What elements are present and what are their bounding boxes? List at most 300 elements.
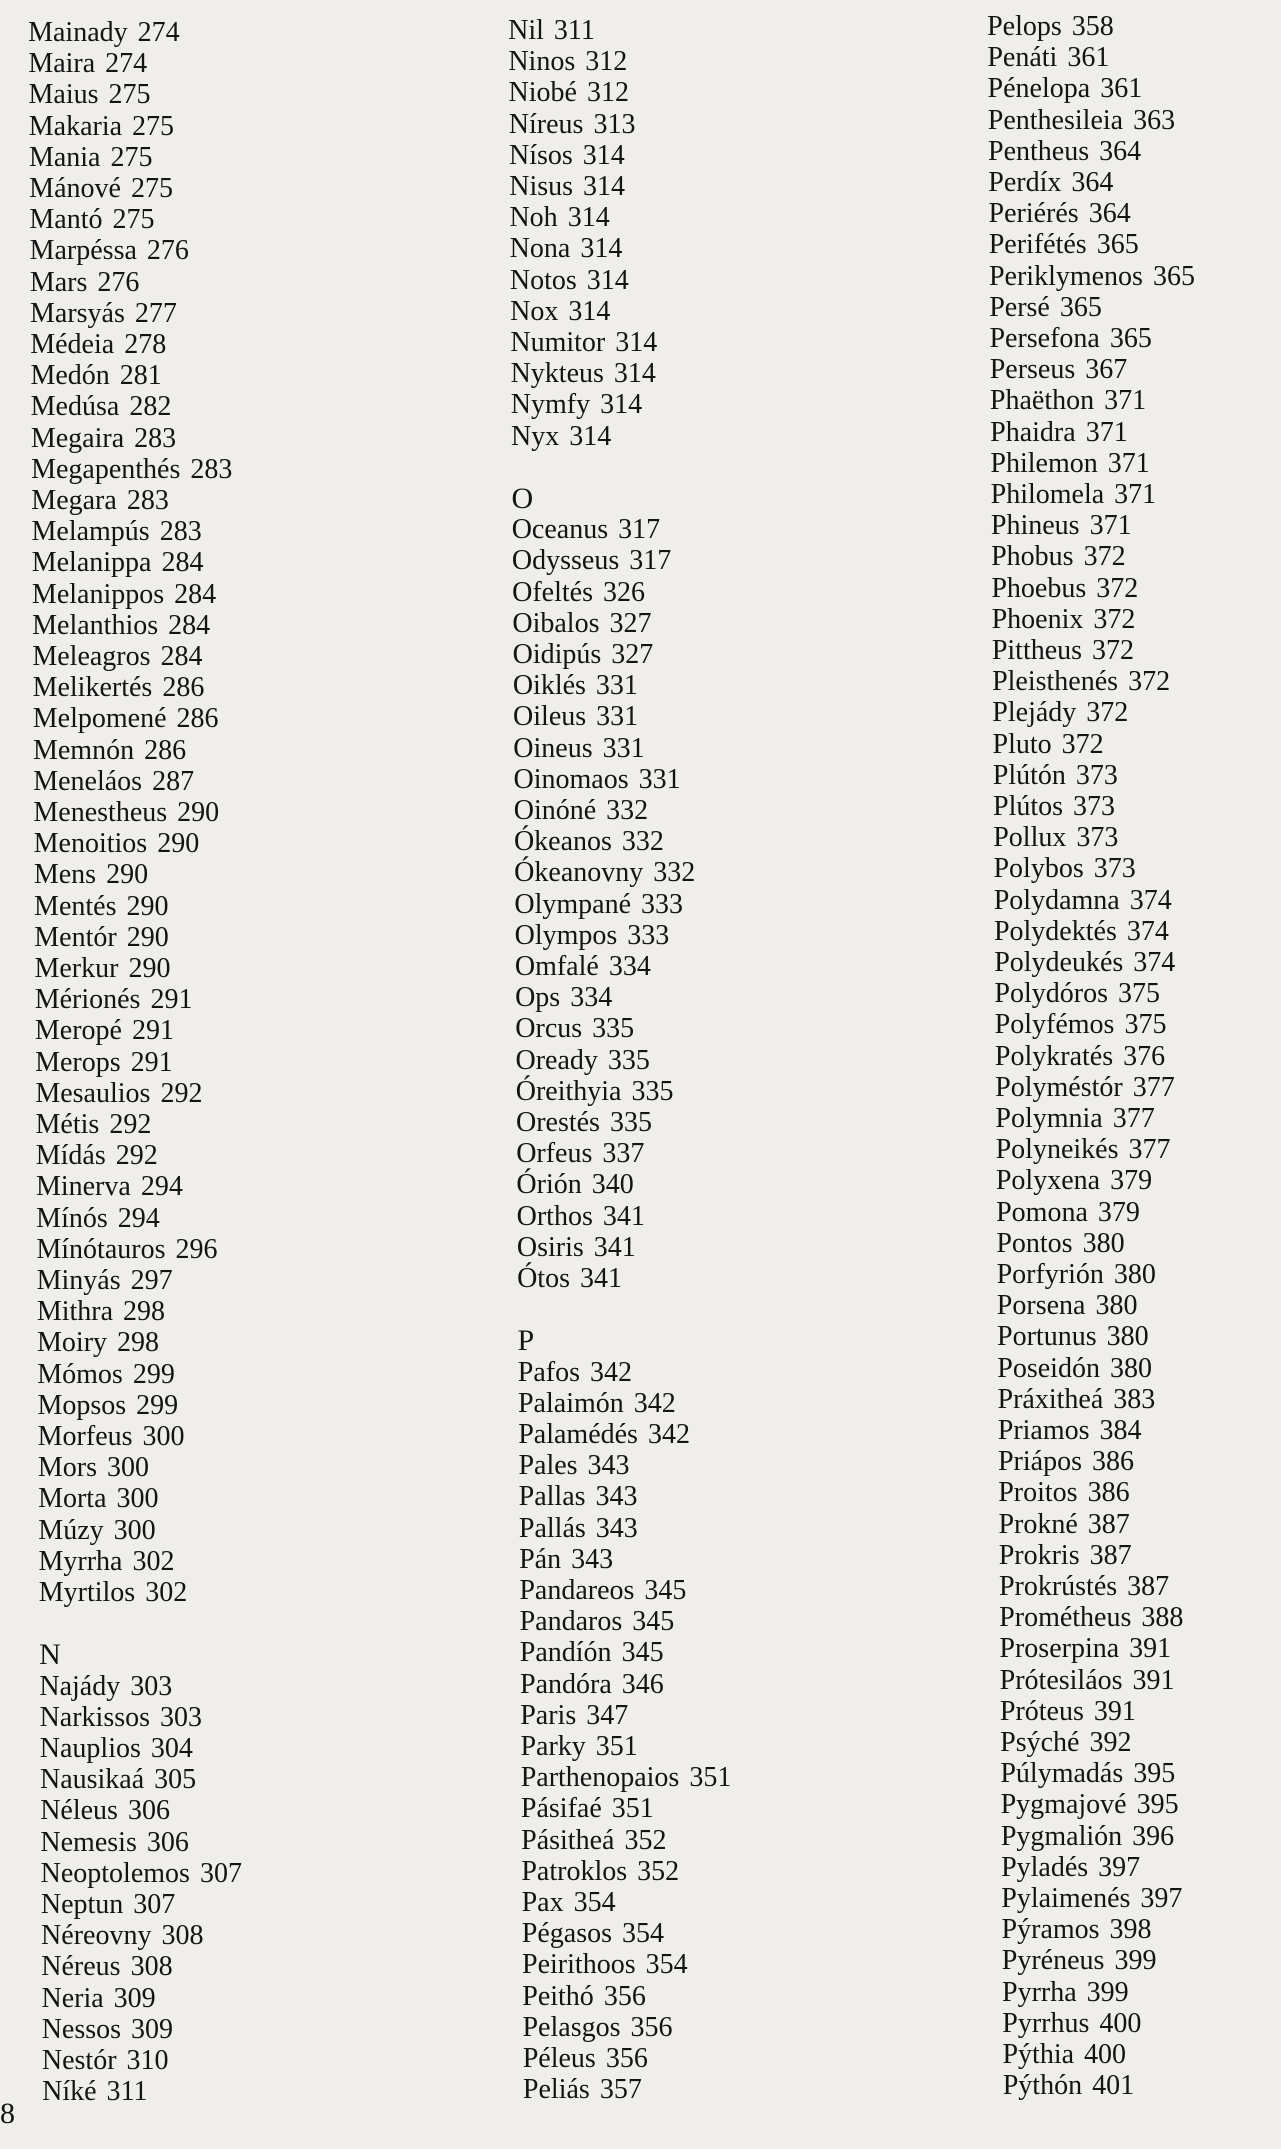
entry-name: Mens (33, 859, 97, 891)
entry-name: Pygmalión (1000, 1820, 1123, 1852)
index-entry (992, 604, 1136, 635)
index-entry (509, 171, 625, 202)
index-entry (32, 641, 202, 672)
index-entry (33, 735, 186, 766)
index-entry (31, 485, 169, 516)
entry-page-number: 302 (145, 1577, 188, 1608)
index-entry (35, 984, 193, 1015)
entry-name: Narkissos (39, 1701, 151, 1733)
entry-name: Maius (28, 79, 99, 111)
index-entry (1001, 1883, 1182, 1914)
entry-name: Meropé (34, 1015, 122, 1047)
entry-name: Nyx (511, 420, 560, 452)
entry-name: Mánové (29, 173, 121, 204)
entry-name: Nessos (41, 2013, 122, 2045)
index-entry (987, 42, 1109, 73)
index-entry (520, 1606, 675, 1637)
entry-name: Órión (516, 1169, 582, 1201)
entry-page-number: 341 (579, 1263, 622, 1294)
entry-page-number: 365 (1152, 260, 1195, 292)
entry-name: Minerva (35, 1171, 131, 1203)
index-entry (522, 1981, 646, 2012)
index-entry (513, 701, 638, 732)
entry-name: Penthesileia (987, 104, 1124, 136)
entry-page-number: 345 (644, 1575, 687, 1606)
index-entry (30, 235, 189, 266)
index-entry (29, 173, 173, 204)
entry-page-number: 290 (177, 797, 220, 828)
entry-page-number: 364 (1071, 167, 1114, 198)
index-entry (37, 1390, 178, 1421)
entry-name: Métis (35, 1109, 100, 1140)
entry-page-number: 314 (600, 389, 643, 421)
entry-page-number: 300 (106, 1452, 149, 1484)
entry-name: Mors (37, 1452, 97, 1484)
entry-page-number: 356 (603, 1980, 646, 2012)
section-letter-heading: N (39, 1638, 61, 1672)
entry-page-number: 376 (1123, 1040, 1166, 1072)
index-entry (29, 79, 151, 110)
entry-name: Pýramos (1001, 1914, 1100, 1946)
entry-name: Óreithyia (515, 1075, 622, 1107)
index-entry (998, 1446, 1134, 1477)
entry-name: Paris (520, 1699, 577, 1731)
entry-name: Philemon (990, 447, 1098, 479)
index-entry (996, 1228, 1124, 1259)
entry-page-number: 397 (1098, 1851, 1141, 1883)
entry-page-number: 341 (602, 1200, 645, 1232)
index-entry (36, 1140, 158, 1171)
index-entry (991, 573, 1138, 604)
entry-name: Pyrrhus (1002, 2007, 1090, 2039)
index-entry (35, 1078, 202, 1109)
index-entry (39, 1671, 172, 1702)
entry-page-number: 354 (573, 1887, 616, 1918)
entry-page-number: 332 (653, 857, 696, 889)
index-entry (997, 1321, 1149, 1352)
entry-page-number: 364 (1088, 198, 1131, 230)
entry-page-number: 331 (638, 763, 681, 795)
entry-name: Oineus (513, 732, 593, 764)
entry-name: Perseus (989, 354, 1076, 386)
entry-name: Prótesiláos (999, 1664, 1123, 1696)
entry-page-number: 337 (602, 1138, 645, 1170)
entry-page-number: 396 (1132, 1820, 1175, 1852)
entry-page-number: 383 (1113, 1383, 1156, 1415)
entry-page-number: 326 (603, 576, 645, 608)
entry-name: Pandaros (519, 1606, 623, 1638)
entry-page-number: 286 (162, 672, 205, 704)
index-entry (33, 703, 219, 734)
entry-page-number: 356 (630, 2011, 673, 2043)
entry-name: Proitos (998, 1477, 1078, 1509)
index-entry (510, 296, 610, 327)
index-entry (34, 828, 200, 859)
entry-name: Porsena (996, 1290, 1086, 1322)
index-entry (33, 672, 205, 703)
entry-name: Pyréneus (1001, 1945, 1105, 1977)
entry-name: Mars (29, 266, 88, 298)
section-letter-heading: O (511, 482, 534, 515)
entry-name: Nestór (41, 2045, 117, 2076)
entry-page-number: 371 (1107, 447, 1150, 479)
entry-page-number: 340 (591, 1169, 634, 1201)
index-entry (512, 514, 660, 545)
index-entry (511, 389, 642, 420)
index-entry (34, 953, 170, 984)
entry-page-number: 275 (110, 141, 153, 173)
entry-name: Múzy (38, 1514, 104, 1546)
entry-name: Phaëthon (989, 385, 1095, 417)
entry-page-number: 327 (609, 607, 652, 639)
entry-name: Notos (509, 264, 577, 296)
index-entry (993, 729, 1104, 760)
entry-page-number: 290 (106, 859, 149, 891)
index-entry (998, 1477, 1129, 1508)
index-entry (36, 1109, 152, 1140)
entry-page-number: 375 (1118, 978, 1160, 1010)
entry-page-number: 380 (1106, 1321, 1149, 1353)
entry-page-number: 400 (1084, 2039, 1127, 2070)
entry-name: Polydektés (993, 915, 1117, 947)
index-entry (33, 766, 194, 797)
entry-page-number: 341 (593, 1231, 636, 1263)
entry-page-number: 317 (629, 545, 672, 577)
entry-name: Melampús (31, 516, 150, 548)
index-entry (516, 1045, 650, 1076)
entry-name: Pyrrha (1002, 1976, 1077, 2008)
entry-name: Oidipús (512, 639, 602, 670)
index-entry (993, 822, 1118, 853)
entry-name: Perifétés (988, 229, 1087, 261)
entry-name: Nauplios (39, 1733, 141, 1764)
entry-page-number: 281 (119, 360, 162, 392)
entry-page-number: 314 (583, 171, 626, 202)
index-entry (999, 1571, 1169, 1602)
entry-name: Periklymenos (988, 260, 1143, 292)
entry-name: Niobé (508, 77, 577, 109)
index-entry (514, 889, 683, 920)
index-entry (41, 1858, 242, 1889)
entry-name: Memnón (32, 734, 135, 766)
entry-page-number: 303 (160, 1701, 203, 1733)
index-entry (996, 1197, 1140, 1228)
entry-page-number: 284 (161, 547, 204, 579)
entry-name: Polymnia (995, 1103, 1103, 1134)
entry-name: Plútón (992, 759, 1066, 791)
index-entry (521, 1762, 732, 1793)
entry-name: Pégasos (521, 1918, 613, 1950)
entry-page-number: 372 (1092, 635, 1135, 666)
index-entry (509, 77, 629, 108)
entry-name: Néreovny (41, 1920, 152, 1952)
index-entry (515, 1013, 634, 1044)
index-entry (988, 105, 1175, 136)
entry-name: Psýché (1000, 1727, 1080, 1758)
entry-page-number: 291 (150, 984, 193, 1016)
index-entry (998, 1415, 1142, 1446)
entry-page-number: 373 (1075, 759, 1118, 791)
index-entry (513, 764, 680, 795)
entry-page-number: 380 (1095, 1290, 1138, 1322)
index-entry (515, 951, 651, 982)
entry-name: Merkur (34, 953, 119, 984)
index-entry (511, 358, 656, 389)
index-entry (1002, 2008, 1141, 2039)
entry-page-number: 371 (1114, 479, 1157, 510)
entry-page-number: 371 (1085, 416, 1128, 448)
index-entry (992, 697, 1128, 728)
entry-page-number: 387 (1087, 1508, 1130, 1540)
entry-page-number: 343 (587, 1450, 630, 1482)
entry-name: Pandareos (519, 1575, 635, 1606)
entry-page-number: 333 (627, 919, 670, 951)
entry-page-number: 372 (1061, 728, 1104, 760)
entry-name: Mania (28, 141, 101, 173)
index-entry (39, 1546, 175, 1577)
entry-name: Nísos (509, 139, 573, 171)
entry-page-number: 287 (152, 765, 195, 797)
entry-name: Melanippos (31, 578, 165, 610)
entry-name: Mantó (29, 204, 103, 236)
index-entry (29, 142, 153, 173)
entry-name: Mainady (28, 17, 128, 48)
entry-name: Melanthios (32, 609, 159, 641)
entry-name: Penáti (987, 42, 1058, 74)
entry-name: Polyfémos (994, 1009, 1115, 1041)
index-entry (989, 229, 1139, 260)
entry-page-number: 294 (140, 1171, 183, 1203)
entry-page-number: 401 (1092, 2070, 1135, 2102)
index-entry (519, 1575, 686, 1606)
entry-page-number: 395 (1136, 1789, 1179, 1821)
entry-name: Prométheus (999, 1602, 1132, 1634)
entry-page-number: 314 (613, 358, 656, 390)
entry-page-number: 346 (621, 1668, 664, 1700)
index-entry (518, 1388, 676, 1419)
entry-name: Philomela (990, 479, 1105, 510)
index-entry (989, 261, 1195, 292)
entry-name: Porfyrión (996, 1259, 1104, 1290)
index-entry (993, 791, 1115, 822)
entry-name: Pandíón (519, 1637, 612, 1669)
entry-name: Práxitheá (997, 1383, 1104, 1415)
entry-page-number: 371 (1104, 385, 1147, 417)
entry-name: Pásitheá (521, 1824, 615, 1856)
entry-page-number: 311 (553, 15, 595, 46)
entry-page-number: 290 (128, 953, 171, 984)
entry-name: Pandóra (520, 1668, 612, 1700)
entry-page-number: 377 (1112, 1103, 1155, 1134)
index-entry (994, 885, 1172, 916)
entry-page-number: 294 (117, 1202, 160, 1234)
entry-page-number: 334 (608, 951, 651, 982)
entry-page-number: 291 (131, 1015, 174, 1047)
index-entry (33, 797, 219, 828)
entry-name: Oibalos (512, 607, 600, 639)
entry-page-number: 372 (1083, 541, 1126, 573)
entry-page-number: 373 (1076, 822, 1119, 854)
index-entry (30, 329, 166, 360)
index-entry (37, 1359, 175, 1390)
entry-page-number: 387 (1089, 1539, 1132, 1571)
entry-name: Mentés (34, 890, 117, 922)
entry-name: Péleus (522, 2043, 596, 2074)
entry-page-number: 361 (1067, 42, 1110, 74)
entry-name: Omfalé (514, 951, 599, 982)
entry-page-number: 342 (590, 1356, 632, 1388)
entry-page-number: 306 (127, 1795, 170, 1827)
entry-name: Myrtilos (38, 1577, 136, 1608)
entry-name: Patroklos (521, 1855, 628, 1887)
entry-page-number: 387 (1127, 1571, 1170, 1602)
index-entry (1000, 1696, 1136, 1727)
entry-name: Pollux (993, 822, 1067, 854)
entry-page-number: 379 (1110, 1165, 1153, 1197)
entry-page-number: 304 (150, 1733, 193, 1764)
index-entry (991, 479, 1157, 510)
index-entry (30, 360, 161, 391)
index-entry (42, 2045, 169, 2076)
entry-name: Nykteus (510, 358, 604, 390)
entry-name: Pyladés (1001, 1851, 1089, 1883)
index-entry (41, 1983, 155, 2014)
entry-page-number: 305 (154, 1764, 197, 1796)
entry-page-number: 292 (115, 1140, 158, 1172)
page-number: 8 (0, 2097, 15, 2130)
index-entry (512, 577, 645, 608)
entry-name: Ókeanos (513, 826, 612, 858)
entry-name: Megaira (30, 422, 125, 454)
entry-page-number: 363 (1133, 104, 1176, 136)
index-entry (39, 1577, 187, 1608)
entry-page-number: 365 (1059, 291, 1102, 323)
entry-page-number: 388 (1141, 1602, 1184, 1634)
index-entry (28, 17, 180, 48)
entry-name: Néreus (41, 1951, 121, 1983)
entry-name: Nisus (509, 171, 574, 202)
entry-page-number: 386 (1087, 1477, 1130, 1509)
entry-name: Pýthón (1002, 2070, 1083, 2102)
entry-name: Mínótauros (36, 1233, 166, 1265)
entry-page-number: 354 (645, 1949, 688, 1981)
index-entry (988, 167, 1113, 198)
entry-page-number: 374 (1133, 947, 1176, 978)
entry-page-number: 290 (126, 890, 169, 922)
entry-name: Pán (519, 1543, 562, 1575)
entry-page-number: 380 (1082, 1227, 1125, 1259)
entry-name: Níreus (508, 108, 584, 140)
entry-page-number: 299 (132, 1358, 175, 1390)
entry-page-number: 308 (130, 1951, 173, 1983)
entry-page-number: 311 (106, 2076, 148, 2108)
index-entry (994, 916, 1169, 947)
index-entry (519, 1544, 613, 1575)
entry-page-number: 278 (124, 329, 167, 360)
index-entry (990, 448, 1149, 479)
entry-name: Olympos (514, 919, 618, 951)
index-entry (510, 327, 657, 358)
entry-name: Odysseus (511, 545, 620, 577)
entry-page-number: 274 (137, 17, 180, 48)
entry-name: Oinomaos (513, 763, 629, 795)
entry-page-number: 364 (1099, 135, 1142, 167)
index-entry (996, 1134, 1171, 1165)
entry-page-number: 356 (605, 2043, 648, 2074)
entry-name: Pleisthenés (992, 666, 1119, 698)
index-entry (509, 109, 636, 140)
entry-name: Meneláos (33, 765, 143, 797)
index-entry (514, 826, 664, 857)
index-entry (30, 298, 177, 329)
index-entry (42, 2014, 173, 2045)
entry-name: Neria (41, 1982, 104, 2014)
entry-page-number: 312 (586, 77, 629, 109)
index-entry (37, 1265, 173, 1296)
entry-page-number: 275 (130, 173, 173, 204)
index-entry (988, 136, 1141, 167)
entry-name: Meleagros (32, 641, 151, 672)
index-entry (990, 354, 1128, 385)
entry-name: Menestheus (33, 797, 168, 828)
index-entry (998, 1384, 1156, 1415)
entry-page-number: 300 (142, 1421, 185, 1452)
index-entry (34, 859, 148, 890)
entry-page-number: 395 (1133, 1758, 1176, 1790)
index-entry (515, 982, 612, 1013)
entry-name: Neoptolemos (40, 1857, 190, 1889)
index-entry (29, 204, 154, 235)
entry-page-number: 351 (595, 1731, 638, 1762)
index-entry (514, 795, 648, 826)
index-entry (520, 1637, 664, 1668)
index-entry (1003, 2070, 1134, 2101)
index-entry (514, 857, 695, 888)
index-entry (37, 1296, 165, 1327)
index-entry (1001, 1852, 1140, 1883)
entry-name: Peliás (522, 2074, 590, 2106)
index-entry (42, 2076, 147, 2107)
entry-name: Pentheus (988, 135, 1090, 167)
entry-name: Oileus (513, 701, 587, 733)
index-entry (522, 1887, 616, 1918)
entry-page-number: 372 (1093, 603, 1136, 635)
entry-page-number: 283 (126, 485, 169, 516)
entry-page-number: 384 (1099, 1415, 1142, 1446)
entry-name: Numitor (510, 327, 606, 358)
entry-page-number: 286 (176, 703, 219, 735)
entry-page-number: 307 (199, 1857, 242, 1889)
index-entry (517, 1232, 636, 1263)
entry-name: Mérionés (34, 984, 141, 1016)
index-entry (516, 1076, 674, 1107)
entry-page-number: 292 (109, 1109, 152, 1140)
index-entry (523, 2074, 642, 2105)
entry-name: Makaria (28, 110, 123, 142)
entry-name: Mínós (36, 1202, 108, 1234)
index-entry (993, 853, 1135, 884)
entry-page-number: 352 (624, 1824, 667, 1856)
entry-page-number: 283 (134, 422, 177, 454)
entry-page-number: 343 (595, 1481, 638, 1513)
entry-page-number: 298 (117, 1327, 160, 1359)
entry-page-number: 351 (611, 1793, 654, 1825)
entry-name: Pallas (518, 1481, 586, 1513)
entry-name: Púlymadás (1000, 1758, 1124, 1790)
entry-page-number: 352 (637, 1855, 680, 1887)
entry-name: Mídás (35, 1140, 106, 1172)
entry-page-number: 335 (609, 1107, 652, 1138)
